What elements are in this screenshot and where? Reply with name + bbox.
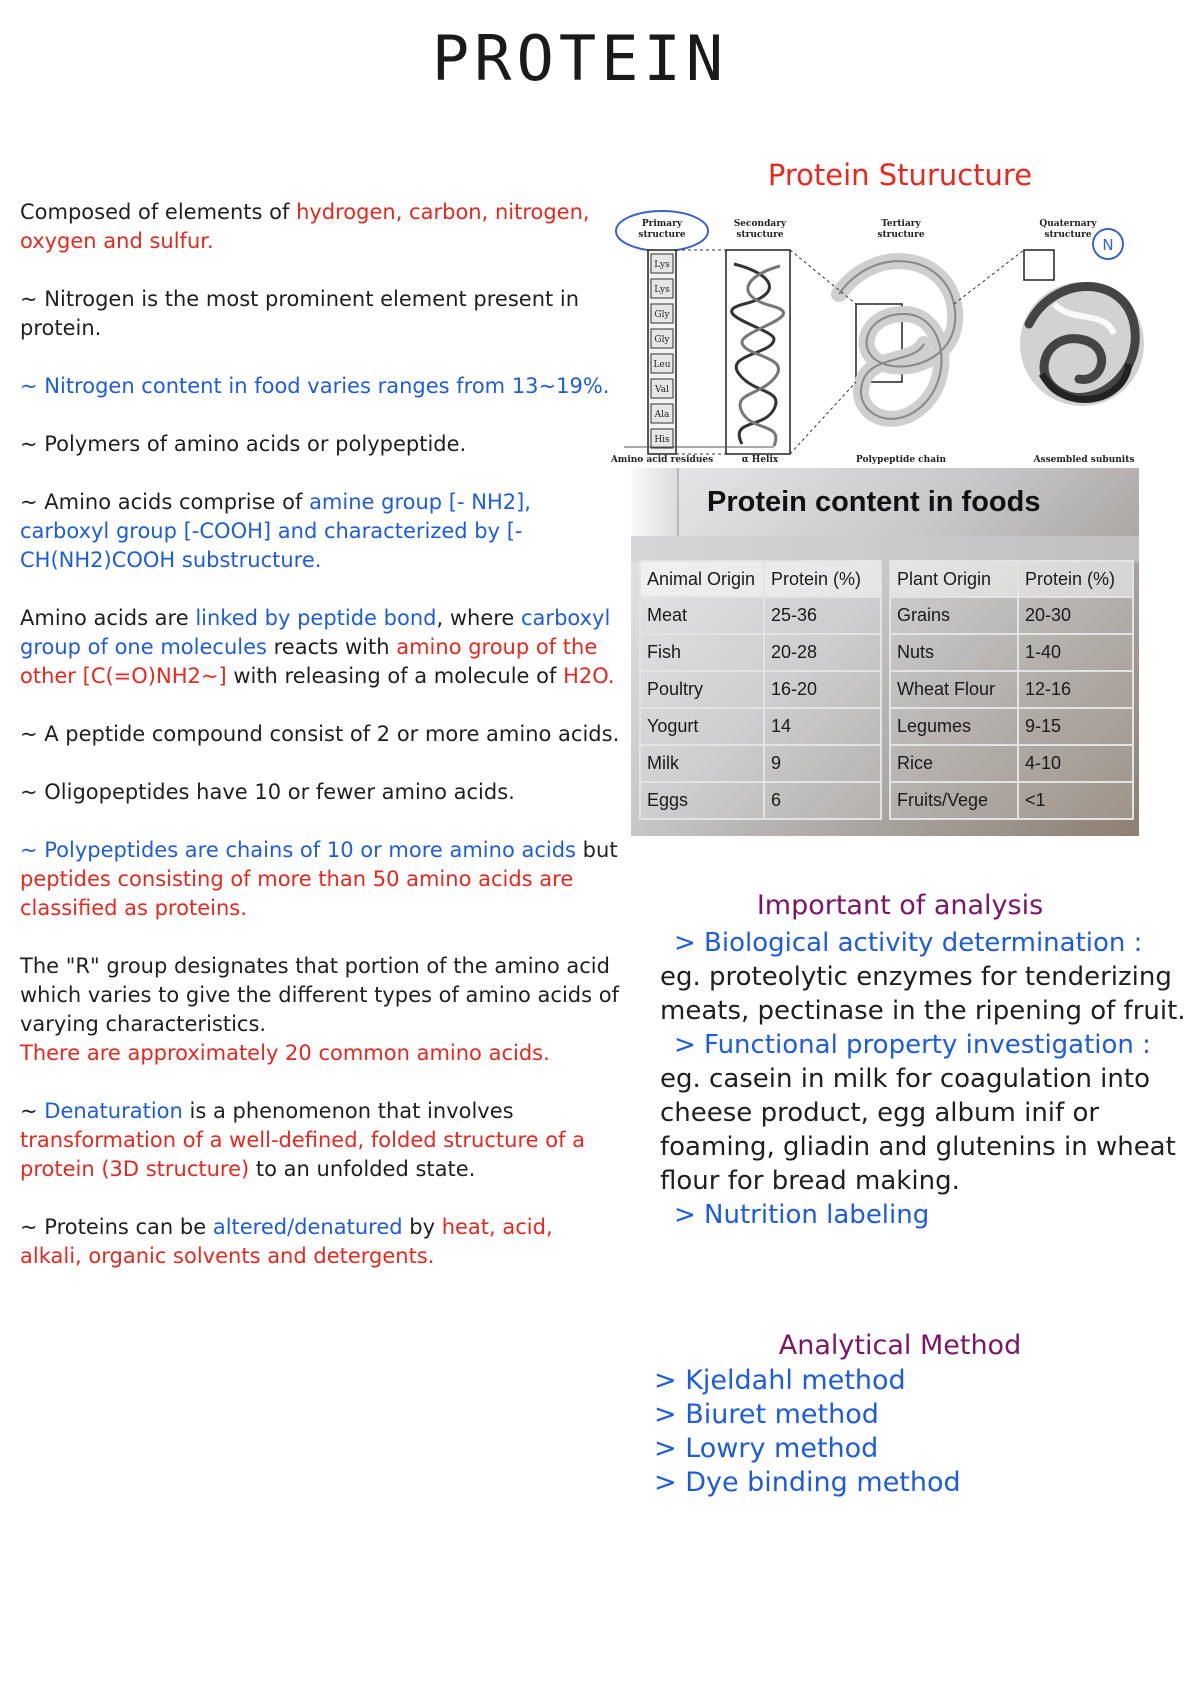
note-amino-groups <box>20 488 620 575</box>
food-name-cell: Nuts <box>890 634 1018 671</box>
plant-origin-table <box>889 560 1134 820</box>
tertiary-structure-graphic <box>839 261 955 419</box>
food-name-cell: Eggs <box>640 782 764 819</box>
residue-label: Lys <box>654 260 670 270</box>
note-highlight: Denaturation <box>44 1099 183 1123</box>
analysis-label: > Nutrition labeling <box>674 1200 930 1230</box>
footer-subunits: Assembled subunits <box>1033 455 1135 465</box>
note-nitrogen: ~ Nitrogen is the most prominent element present in protein. <box>20 287 580 340</box>
note-highlight: heat, acid, alkali, organic solvents and detergents. <box>20 1215 553 1268</box>
residue-label: Val <box>655 385 669 395</box>
note-highlight: altered/denatured <box>212 1215 403 1239</box>
column-header: Animal Origin <box>640 561 764 597</box>
protein-percent-cell: 25-36 <box>764 597 881 634</box>
food-name-cell: Fruits/Vege <box>890 782 1018 819</box>
analysis-title: Important of analysis <box>756 890 1044 921</box>
note-nitrogen-content: ~ Nitrogen content in food varies ranges from 13~19%. <box>20 374 610 398</box>
column-header: Protein (%) <box>1018 561 1133 597</box>
note-oligopeptides: ~ Oligopeptides have 10 or fewer amino acids. <box>20 780 515 804</box>
footer-chain: Polypeptide chain <box>855 455 947 465</box>
table-row <box>890 597 1133 634</box>
analysis-label: > Functional property investigation : <box>674 1030 1151 1060</box>
note-highlight: linked by peptide bond <box>195 606 437 630</box>
food-name-cell: Milk <box>640 745 764 782</box>
method-item: > Dye binding method <box>654 1467 961 1498</box>
residue-label: His <box>654 435 670 445</box>
milk-glass-decoration <box>631 468 679 536</box>
method-item: > Biuret method <box>654 1399 879 1430</box>
analysis-text: eg. casein in milk for coagulation into cheese product, egg album inif or foaming, gliadin and glutenins in wheat flour for bread making. <box>660 1064 1176 1196</box>
protein-foods-panel <box>631 468 1139 836</box>
table-row <box>890 745 1133 782</box>
analysis-text: eg. proteolytic enzymes for tenderizing meats, pectinase in the ripening of fruit. <box>660 962 1186 1026</box>
table-row <box>640 745 881 782</box>
note-text: reacts with <box>266 635 397 659</box>
table-row <box>890 634 1133 671</box>
protein-structure-figure <box>610 214 1140 465</box>
header-tertiary-sub: structure <box>877 230 925 240</box>
method-item: > Lowry method <box>654 1433 879 1464</box>
header-quaternary-sub: structure <box>1044 230 1092 240</box>
table-header-row <box>890 561 1133 597</box>
analysis-item-nutrition <box>660 1198 1190 1232</box>
note-highlight: transformation of a well-defined, folded structure of a protein (3D structure) <box>20 1128 586 1181</box>
analysis-item-biological <box>660 926 1190 1028</box>
table-header-row <box>640 561 881 597</box>
protein-percent-cell: 4-10 <box>1018 745 1133 782</box>
note-text: The "R" group designates that portion of the amino acid which varies to give the different types of amino acids of varying characteristics. <box>20 954 619 1036</box>
method-title: Analytical Method <box>778 1330 1022 1361</box>
quaternary-mark-letter: N <box>1102 236 1114 254</box>
note-text: with releasing of a molecule of <box>226 664 564 688</box>
residue-label: Ala <box>654 410 670 420</box>
note-text: , where <box>436 606 522 630</box>
note-highlight: There are approximately 20 common amino acids. <box>20 1041 550 1065</box>
table-row <box>640 782 881 819</box>
food-name-cell: Poultry <box>640 671 764 708</box>
header-tertiary: Tertiary <box>881 219 921 229</box>
table-row <box>890 782 1133 819</box>
header-secondary-sub: structure <box>736 230 784 240</box>
table-row <box>640 634 881 671</box>
protein-percent-cell: 1-40 <box>1018 634 1133 671</box>
quaternary-highlight-box <box>1024 250 1054 280</box>
note-polypeptides <box>20 836 620 923</box>
food-name-cell: Grains <box>890 597 1018 634</box>
residue-label: Gly <box>654 335 670 345</box>
note-denatured-by <box>20 1213 620 1271</box>
column-header: Protein (%) <box>764 561 881 597</box>
note-text: ~ <box>20 1099 45 1123</box>
protein-percent-cell: 20-28 <box>764 634 881 671</box>
protein-percent-cell: 16-20 <box>764 671 881 708</box>
header-quaternary: Quaternary <box>1039 219 1097 229</box>
table-row <box>640 597 881 634</box>
footer-residues: Amino acid residues <box>610 455 714 465</box>
note-text: is a phenomenon that involves <box>182 1099 514 1123</box>
header-primary: Primary <box>641 219 683 229</box>
method-item: > Kjeldahl method <box>654 1365 906 1396</box>
protein-percent-cell: 9-15 <box>1018 708 1133 745</box>
note-peptide-bond <box>20 604 620 691</box>
note-text: ~ Proteins can be <box>20 1215 213 1239</box>
residue-label: Leu <box>653 360 671 370</box>
table-row <box>640 671 881 708</box>
note-highlight: hydrogen, carbon, nitrogen, oxygen and sulfur. <box>20 200 590 253</box>
note-highlight: amino group of the other [C(=O)NH2~] <box>20 635 598 688</box>
structure-title: Protein Sturucture <box>767 158 1033 192</box>
note-denaturation <box>20 1097 620 1184</box>
note-peptide-compound: ~ A peptide compound consist of 2 or more amino acids. <box>20 722 620 746</box>
protein-percent-cell: 12-16 <box>1018 671 1133 708</box>
note-highlight: H2O. <box>563 664 615 688</box>
note-text: by <box>402 1215 442 1239</box>
food-name-cell: Fish <box>640 634 764 671</box>
header-primary-sub: structure <box>638 230 686 240</box>
analysis-label: > Biological activity determination : <box>674 928 1143 958</box>
note-highlight: carboxyl group of one molecules <box>20 606 611 659</box>
notes-column <box>20 198 620 1271</box>
analysis-item-functional <box>660 1028 1190 1198</box>
protein-percent-cell: 14 <box>764 708 881 745</box>
column-header: Plant Origin <box>890 561 1018 597</box>
table-row <box>640 708 881 745</box>
quaternary-structure-graphic <box>1020 282 1144 406</box>
protein-percent-cell: 6 <box>764 782 881 819</box>
note-highlight: amine group [- NH2], carboxyl group [-COOH] and characterized by [-CH(NH2)COOH substructure. <box>20 490 531 572</box>
panel-strip <box>631 536 1139 562</box>
residue-label: Lys <box>654 285 670 295</box>
protein-percent-cell: 9 <box>764 745 881 782</box>
note-polymers: ~ Polymers of amino acids or polypeptide. <box>20 432 467 456</box>
note-text: Amino acids are <box>20 606 196 630</box>
animal-origin-table <box>639 560 882 820</box>
note-text: but <box>576 838 618 862</box>
protein-percent-cell: 20-30 <box>1018 597 1133 634</box>
food-name-cell: Legumes <box>890 708 1018 745</box>
note-elements <box>20 198 620 256</box>
header-secondary: Secondary <box>733 219 787 229</box>
protein-percent-cell: <1 <box>1018 782 1133 819</box>
footer-helix: α Helix <box>741 455 779 465</box>
note-highlight: ~ Polypeptides are chains of 10 or more amino acids <box>20 838 576 862</box>
note-text: to an unfolded state. <box>249 1157 476 1181</box>
food-name-cell: Yogurt <box>640 708 764 745</box>
residue-label: Gly <box>654 310 670 320</box>
food-name-cell: Wheat Flour <box>890 671 1018 708</box>
page-title: PROTEIN <box>431 22 729 95</box>
method-list <box>654 1364 961 1500</box>
analysis-list <box>660 926 1190 1232</box>
note-highlight: peptides consisting of more than 50 amino acids are classified as proteins. <box>20 867 574 920</box>
table-row <box>890 708 1133 745</box>
food-name-cell: Rice <box>890 745 1018 782</box>
food-name-cell: Meat <box>640 597 764 634</box>
note-text: Composed of elements of <box>20 200 297 224</box>
foods-heading: Protein content in foods <box>707 486 1041 518</box>
table-row <box>890 671 1133 708</box>
note-text: ~ Amino acids comprise of <box>20 490 310 514</box>
note-r-group <box>20 952 620 1068</box>
